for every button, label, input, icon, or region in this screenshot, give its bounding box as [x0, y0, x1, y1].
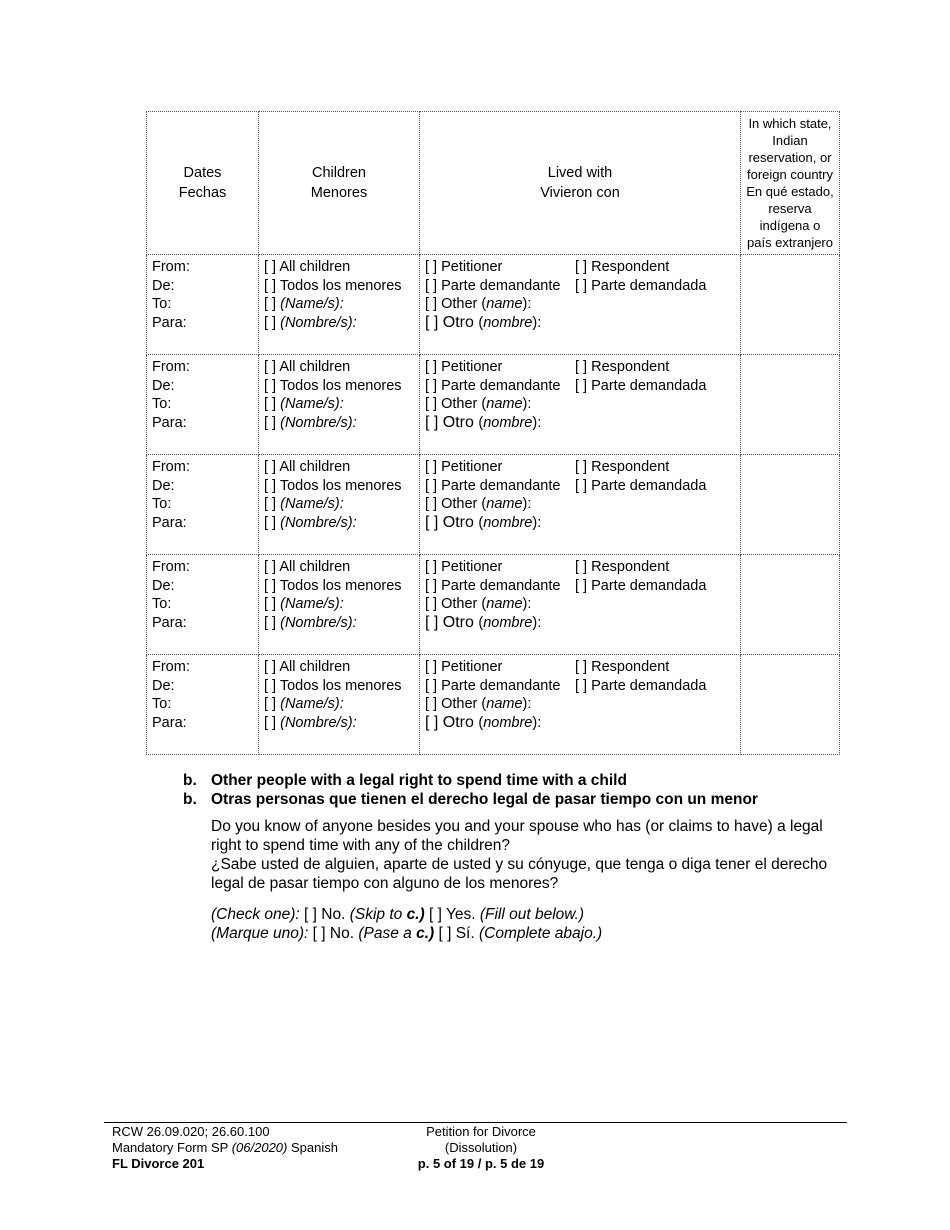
from-label: From:	[152, 259, 190, 275]
skip-note-es: (Pase a c.)	[358, 925, 435, 942]
petitioner-checkbox[interactable]: [ ] Petitioner	[425, 659, 503, 675]
parte-demandada-checkbox[interactable]: [ ] Parte demandada	[575, 477, 707, 494]
other-checkbox[interactable]: [ ] Other (name):	[425, 696, 532, 712]
other-checkbox[interactable]: [ ] Other (name):	[425, 596, 532, 612]
names-checkbox[interactable]: [ ] (Name/s):	[264, 596, 344, 612]
to-label: To:	[152, 696, 172, 712]
footer-left	[112, 1124, 338, 1172]
names-checkbox[interactable]: [ ] (Name/s):	[264, 496, 344, 512]
no-checkbox-es[interactable]: [ ] No.	[312, 925, 355, 942]
nombres-checkbox[interactable]: [ ] (Nombre/s):	[264, 314, 357, 331]
state-cell[interactable]	[741, 255, 840, 355]
section-b-question	[211, 817, 841, 893]
lived-with-cell	[420, 255, 741, 355]
children-cell	[259, 355, 420, 455]
para-label: Para:	[152, 614, 187, 631]
de-label: De:	[152, 277, 175, 294]
todos-los-menores-checkbox[interactable]: [ ] Todos los menores	[264, 477, 402, 494]
respondent-checkbox[interactable]: [ ] Respondent	[575, 559, 670, 575]
parte-demandante-checkbox[interactable]: [ ] Parte demandante	[425, 477, 561, 494]
otro-checkbox[interactable]: [ ] Otro (nombre):	[425, 313, 542, 331]
todos-los-menores-checkbox[interactable]: [ ] Todos los menores	[264, 677, 402, 694]
state-cell[interactable]	[741, 655, 840, 755]
nombres-checkbox[interactable]: [ ] (Nombre/s):	[264, 714, 357, 731]
header-children: Children Menores	[259, 112, 420, 255]
respondent-checkbox[interactable]: [ ] Respondent	[575, 659, 670, 675]
parte-demandante-checkbox[interactable]: [ ] Parte demandante	[425, 377, 561, 394]
state-cell[interactable]	[741, 455, 840, 555]
children-cell	[259, 655, 420, 755]
from-label: From:	[152, 359, 190, 375]
check-one-group	[211, 905, 602, 943]
de-label: De:	[152, 477, 175, 494]
otro-checkbox[interactable]: [ ] Otro (nombre):	[425, 413, 542, 431]
table-row	[147, 455, 840, 555]
para-label: Para:	[152, 514, 187, 531]
todos-los-menores-checkbox[interactable]: [ ] Todos los menores	[264, 377, 402, 394]
from-label: From:	[152, 559, 190, 575]
dates-cell[interactable]	[147, 555, 259, 655]
check-one-en: (Check one): [ ] No. (Skip to c.) [ ] Yes. (Fill out below.)	[211, 906, 585, 923]
parte-demandada-checkbox[interactable]: [ ] Parte demandada	[575, 277, 707, 294]
question-es: ¿Sabe usted de alguien, aparte de usted y su cónyuge, que tenga o diga tener el derecho legal de pasar tiempo con alguno de los menores?	[211, 856, 828, 892]
skip-note: (Skip to c.)	[349, 906, 425, 923]
footer-subtitle: (Dissolution)	[444, 1140, 518, 1155]
children-cell	[259, 255, 420, 355]
dates-cell[interactable]	[147, 255, 259, 355]
table-row	[147, 355, 840, 455]
to-label: To:	[152, 596, 172, 612]
header-state: In which state, Indian reservation, or foreign country En qué estado, reserva indígena o país extranjero	[741, 112, 840, 255]
footer-page-number: p. 5 of 19 / p. 5 de 19	[417, 1156, 545, 1171]
table-header-row	[147, 112, 840, 255]
para-label: Para:	[152, 314, 187, 331]
state-cell[interactable]	[741, 555, 840, 655]
children-cell	[259, 455, 420, 555]
petitioner-checkbox[interactable]: [ ] Petitioner	[425, 459, 503, 475]
todos-los-menores-checkbox[interactable]: [ ] Todos los menores	[264, 577, 402, 594]
all-children-checkbox[interactable]: [ ] All children	[264, 259, 351, 275]
petitioner-checkbox[interactable]: [ ] Petitioner	[425, 559, 503, 575]
footer-mandatory: Mandatory Form SP (06/2020) Spanish	[112, 1140, 338, 1155]
footer-divider	[104, 1122, 847, 1123]
all-children-checkbox[interactable]: [ ] All children	[264, 559, 351, 575]
all-children-checkbox[interactable]: [ ] All children	[264, 659, 351, 675]
de-label: De:	[152, 377, 175, 394]
all-children-checkbox[interactable]: [ ] All children	[264, 359, 351, 375]
petitioner-checkbox[interactable]: [ ] Petitioner	[425, 259, 503, 275]
lived-with-cell	[420, 555, 741, 655]
from-label: From:	[152, 459, 190, 475]
respondent-checkbox[interactable]: [ ] Respondent	[575, 359, 670, 375]
from-label: From:	[152, 659, 190, 675]
check-one-es: (Marque uno): [ ] No. (Pase a c.) [ ] Sí. (Complete abajo.)	[211, 925, 603, 942]
petitioner-checkbox[interactable]: [ ] Petitioner	[425, 359, 503, 375]
de-label: De:	[152, 577, 175, 594]
to-label: To:	[152, 496, 172, 512]
names-checkbox[interactable]: [ ] (Name/s):	[264, 296, 344, 312]
other-checkbox[interactable]: [ ] Other (name):	[425, 296, 532, 312]
para-label: Para:	[152, 414, 187, 431]
other-checkbox[interactable]: [ ] Other (name):	[425, 496, 532, 512]
dates-cell[interactable]	[147, 655, 259, 755]
state-cell[interactable]	[741, 355, 840, 455]
names-checkbox[interactable]: [ ] (Name/s):	[264, 696, 344, 712]
table-row	[147, 255, 840, 355]
footer-title: Petition for Divorce	[426, 1124, 536, 1139]
de-label: De:	[152, 677, 175, 694]
table-row	[147, 655, 840, 755]
lived-with-cell	[420, 355, 741, 455]
other-checkbox[interactable]: [ ] Other (name):	[425, 396, 532, 412]
no-checkbox[interactable]: [ ] No.	[304, 906, 346, 923]
footer-center	[412, 1124, 550, 1172]
section-b-heading	[183, 771, 758, 809]
parte-demandada-checkbox[interactable]: [ ] Parte demandada	[575, 677, 707, 694]
section-b-heading-en: b. Other people with a legal right to spend time with a child	[183, 772, 627, 789]
to-label: To:	[152, 396, 172, 412]
parte-demandante-checkbox[interactable]: [ ] Parte demandante	[425, 577, 561, 594]
yes-checkbox[interactable]: [ ] Yes.	[429, 906, 476, 923]
section-b-heading-es: b. Otras personas que tienen el derecho legal de pasar tiempo con un menor	[183, 791, 758, 808]
all-children-checkbox[interactable]: [ ] All children	[264, 459, 351, 475]
footer-rcw: RCW 26.09.020; 26.60.100	[112, 1124, 270, 1139]
footer-form-id: FL Divorce 201	[112, 1156, 205, 1171]
header-lived-with: Lived with Vivieron con	[420, 112, 741, 255]
otro-checkbox[interactable]: [ ] Otro (nombre):	[425, 513, 542, 531]
header-dates: Dates Fechas	[147, 112, 259, 255]
nombres-checkbox[interactable]: [ ] (Nombre/s):	[264, 414, 357, 431]
table-row	[147, 555, 840, 655]
parte-demandante-checkbox[interactable]: [ ] Parte demandante	[425, 277, 561, 294]
todos-los-menores-checkbox[interactable]: [ ] Todos los menores	[264, 277, 402, 294]
otro-checkbox[interactable]: [ ] Otro (nombre):	[425, 613, 542, 631]
lived-with-cell	[420, 455, 741, 555]
lived-with-cell	[420, 655, 741, 755]
question-en: Do you know of anyone besides you and your spouse who has (or claims to have) a legal right to spend time with any of the children?	[211, 818, 823, 854]
respondent-checkbox[interactable]: [ ] Respondent	[575, 459, 670, 475]
dates-cell[interactable]	[147, 455, 259, 555]
parte-demandada-checkbox[interactable]: [ ] Parte demandada	[575, 377, 707, 394]
dates-cell[interactable]	[147, 355, 259, 455]
si-checkbox[interactable]: [ ] Sí.	[438, 925, 475, 942]
nombres-checkbox[interactable]: [ ] (Nombre/s):	[264, 514, 357, 531]
residence-table	[146, 111, 840, 755]
parte-demandante-checkbox[interactable]: [ ] Parte demandante	[425, 677, 561, 694]
parte-demandada-checkbox[interactable]: [ ] Parte demandada	[575, 577, 707, 594]
names-checkbox[interactable]: [ ] (Name/s):	[264, 396, 344, 412]
respondent-checkbox[interactable]: [ ] Respondent	[575, 259, 670, 275]
para-label: Para:	[152, 714, 187, 731]
children-cell	[259, 555, 420, 655]
nombres-checkbox[interactable]: [ ] (Nombre/s):	[264, 614, 357, 631]
otro-checkbox[interactable]: [ ] Otro (nombre):	[425, 713, 542, 731]
to-label: To:	[152, 296, 172, 312]
